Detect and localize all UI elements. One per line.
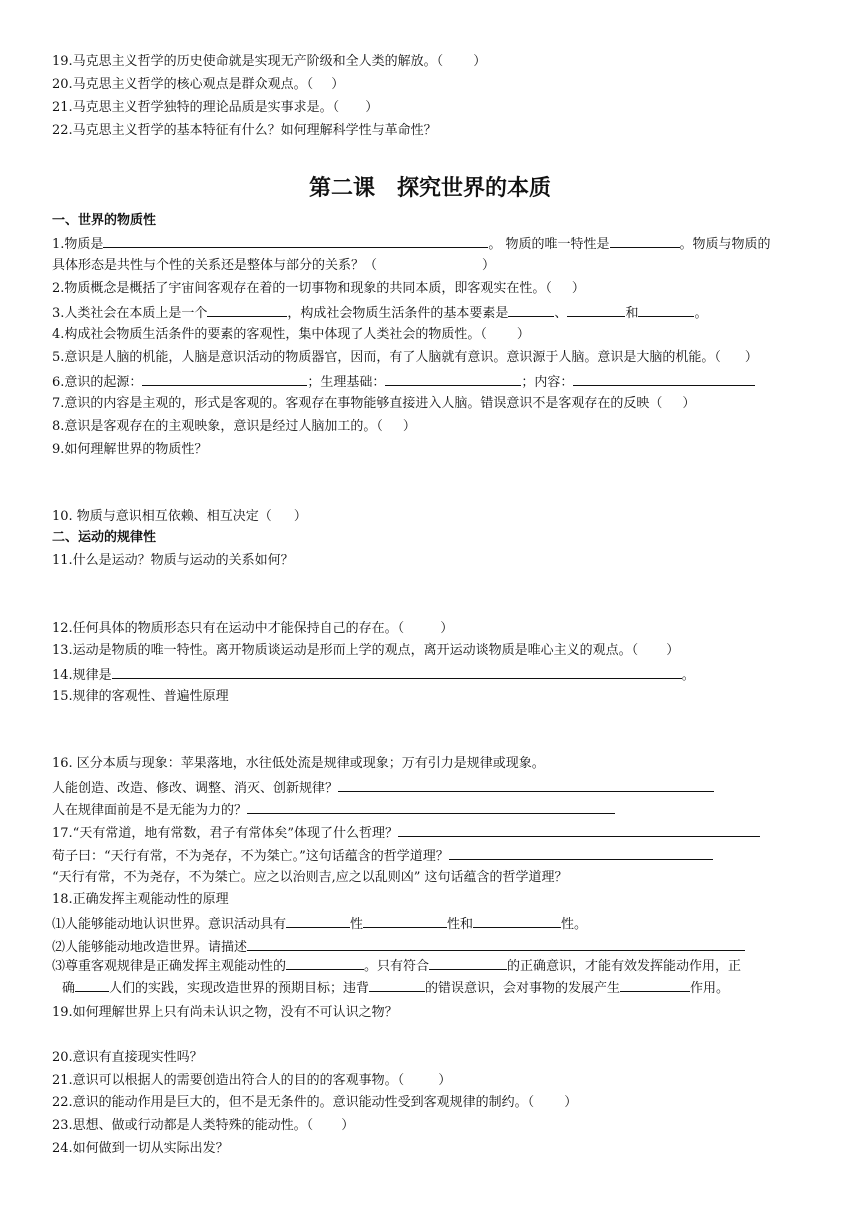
question-13: 13.运动是物质的唯一特性。离开物质谈运动是形而上学的观点，离开运动谈物质是唯心主义的观点。（ ） xyxy=(52,643,680,658)
answer-blank[interactable] xyxy=(567,303,625,317)
answer-blank[interactable] xyxy=(369,978,425,992)
answer-blank[interactable] xyxy=(473,914,561,928)
answer-blank[interactable] xyxy=(429,956,507,970)
question-8: 8.意识是客观存在的主观映象，意识是经过人脑加工的。（ ） xyxy=(52,419,416,434)
question-19: 19.如何理解世界上只有尚未认识之物，没有不可认识之物？ xyxy=(52,1005,398,1020)
question-9: 9.如何理解世界的物质性？ xyxy=(52,442,208,457)
answer-blank[interactable] xyxy=(286,956,364,970)
question-17-b: 荀子曰：“天行有常，不为尧存，不为桀亡。”这句话蕴含的哲学道理？ xyxy=(52,846,713,866)
question-18-2: ⑵人能够能动地改造世界。请描述 xyxy=(52,937,745,957)
question-1-cont: 具体形态是共性与个性的关系还是整体与部分的关系？（ ） xyxy=(52,258,496,273)
question-3: 3.人类社会在本质上是一个 ，构成社会物质生活条件的基本要素是 、 和 。 xyxy=(52,303,707,323)
question-16-b: 人能创造、改造、修改、调整、消灭、创新规律？ xyxy=(52,778,714,798)
answer-blank[interactable] xyxy=(610,234,680,248)
answer-blank[interactable] xyxy=(508,303,554,317)
question-2: 2.物质概念是概括了宇宙间客观存在着的一切事物和现象的共同本质，即客观实在性。（ ） xyxy=(52,281,585,296)
answer-blank[interactable] xyxy=(338,778,714,792)
question-15: 15.规律的客观性、普遍性原理 xyxy=(52,689,229,704)
answer-blank[interactable] xyxy=(638,303,694,317)
question-18-1: ⑴人能够能动地认识世界。意识活动具有 性 性和 性。 xyxy=(52,914,587,934)
question-11: 11.什么是运动？物质与运动的关系如何？ xyxy=(52,553,294,568)
question-12: 12.任何具体的物质形态只有在运动中才能保持自己的存在。（ ） xyxy=(52,621,454,636)
question-16: 16. 区分本质与现象：苹果落地，水往低处流是规律或现象；万有引力是规律或现象。 xyxy=(52,756,545,771)
question-20-prev: 20.马克思主义哲学的核心观点是群众观点。（ ） xyxy=(52,77,345,92)
answer-blank[interactable] xyxy=(103,234,488,248)
question-4: 4.构成社会物质生活条件的要素的客观性，集中体现了人类社会的物质性。（ ） xyxy=(52,327,530,342)
question-6: 6.意识的起源： ；生理基础： ；内容： xyxy=(52,372,755,392)
question-24: 24.如何做到一切从实际出发？ xyxy=(52,1141,229,1156)
question-14: 14.规律是 。 xyxy=(52,665,695,685)
question-17-c: “天行有常，不为尧存，不为桀亡。应之以治则吉,应之以乱则凶” 这句话蕴含的哲学道理？ xyxy=(52,870,568,885)
answer-blank[interactable] xyxy=(449,846,713,860)
answer-blank[interactable] xyxy=(620,978,690,992)
section-heading-1: 一、世界的物质性 xyxy=(52,213,157,228)
answer-blank[interactable] xyxy=(286,914,350,928)
question-18: 18.正确发挥主观能动性的原理 xyxy=(52,892,229,907)
answer-blank[interactable] xyxy=(247,937,745,951)
answer-blank[interactable] xyxy=(247,800,615,814)
question-22-prev: 22.马克思主义哲学的基本特征有什么？如何理解科学性与革命性？ xyxy=(52,123,437,138)
answer-blank[interactable] xyxy=(573,372,755,386)
answer-blank[interactable] xyxy=(385,372,521,386)
question-16-c: 人在规律面前是不是无能为力的？ xyxy=(52,800,615,820)
answer-blank[interactable] xyxy=(142,372,307,386)
question-20: 20.意识有直接现实性吗？ xyxy=(52,1050,203,1065)
lesson-title: 第二课 探究世界的本质 xyxy=(308,176,551,201)
question-7: 7.意识的内容是主观的，形式是客观的。客观存在事物能够直接进入人脑。错误意识不是客观存在的反映（ ） xyxy=(52,396,696,411)
question-19-prev: 19.马克思主义哲学的历史使命就是实现无产阶级和全人类的解放。（ ） xyxy=(52,54,487,69)
question-5: 5.意识是人脑的机能，人脑是意识活动的物质器官，因而，有了人脑就有意识。意识源于人脑。意识是大脑的机能。（ ） xyxy=(52,350,758,365)
question-18-3: ⑶尊重客观规律是正确发挥主观能动性的 。只有符合 的正确意识，才能有效发挥能动作用，正 确 人们的实践，实现改造世界的预期目标；违背 的错误意识，会对事物的发展产生 作用。 xyxy=(52,956,812,1000)
question-23: 23.思想、做或行动都是人类特殊的能动性。（ ） xyxy=(52,1118,355,1133)
answer-blank[interactable] xyxy=(75,978,109,992)
answer-blank[interactable] xyxy=(363,914,447,928)
question-21: 21.意识可以根据人的需要创造出符合人的目的的客观事物。（ ） xyxy=(52,1073,452,1088)
question-17: 17.“天有常道，地有常数，君子有常体矣”体现了什么哲理？ xyxy=(52,823,760,843)
question-22: 22.意识的能动作用是巨大的，但不是无条件的。意识能动性受到客观规律的制约。（ ） xyxy=(52,1095,578,1110)
question-1: 1.物质是 。 物质的唯一特性是 。物质与物质的 xyxy=(52,234,771,254)
answer-blank[interactable] xyxy=(112,665,682,679)
answer-blank[interactable] xyxy=(207,303,287,317)
section-heading-2: 二、运动的规律性 xyxy=(52,530,157,545)
question-10: 10. 物质与意识相互依赖、相互决定（ ） xyxy=(52,509,307,524)
answer-blank[interactable] xyxy=(398,823,760,837)
question-21-prev: 21.马克思主义哲学独特的理论品质是实事求是。（ ） xyxy=(52,100,379,115)
